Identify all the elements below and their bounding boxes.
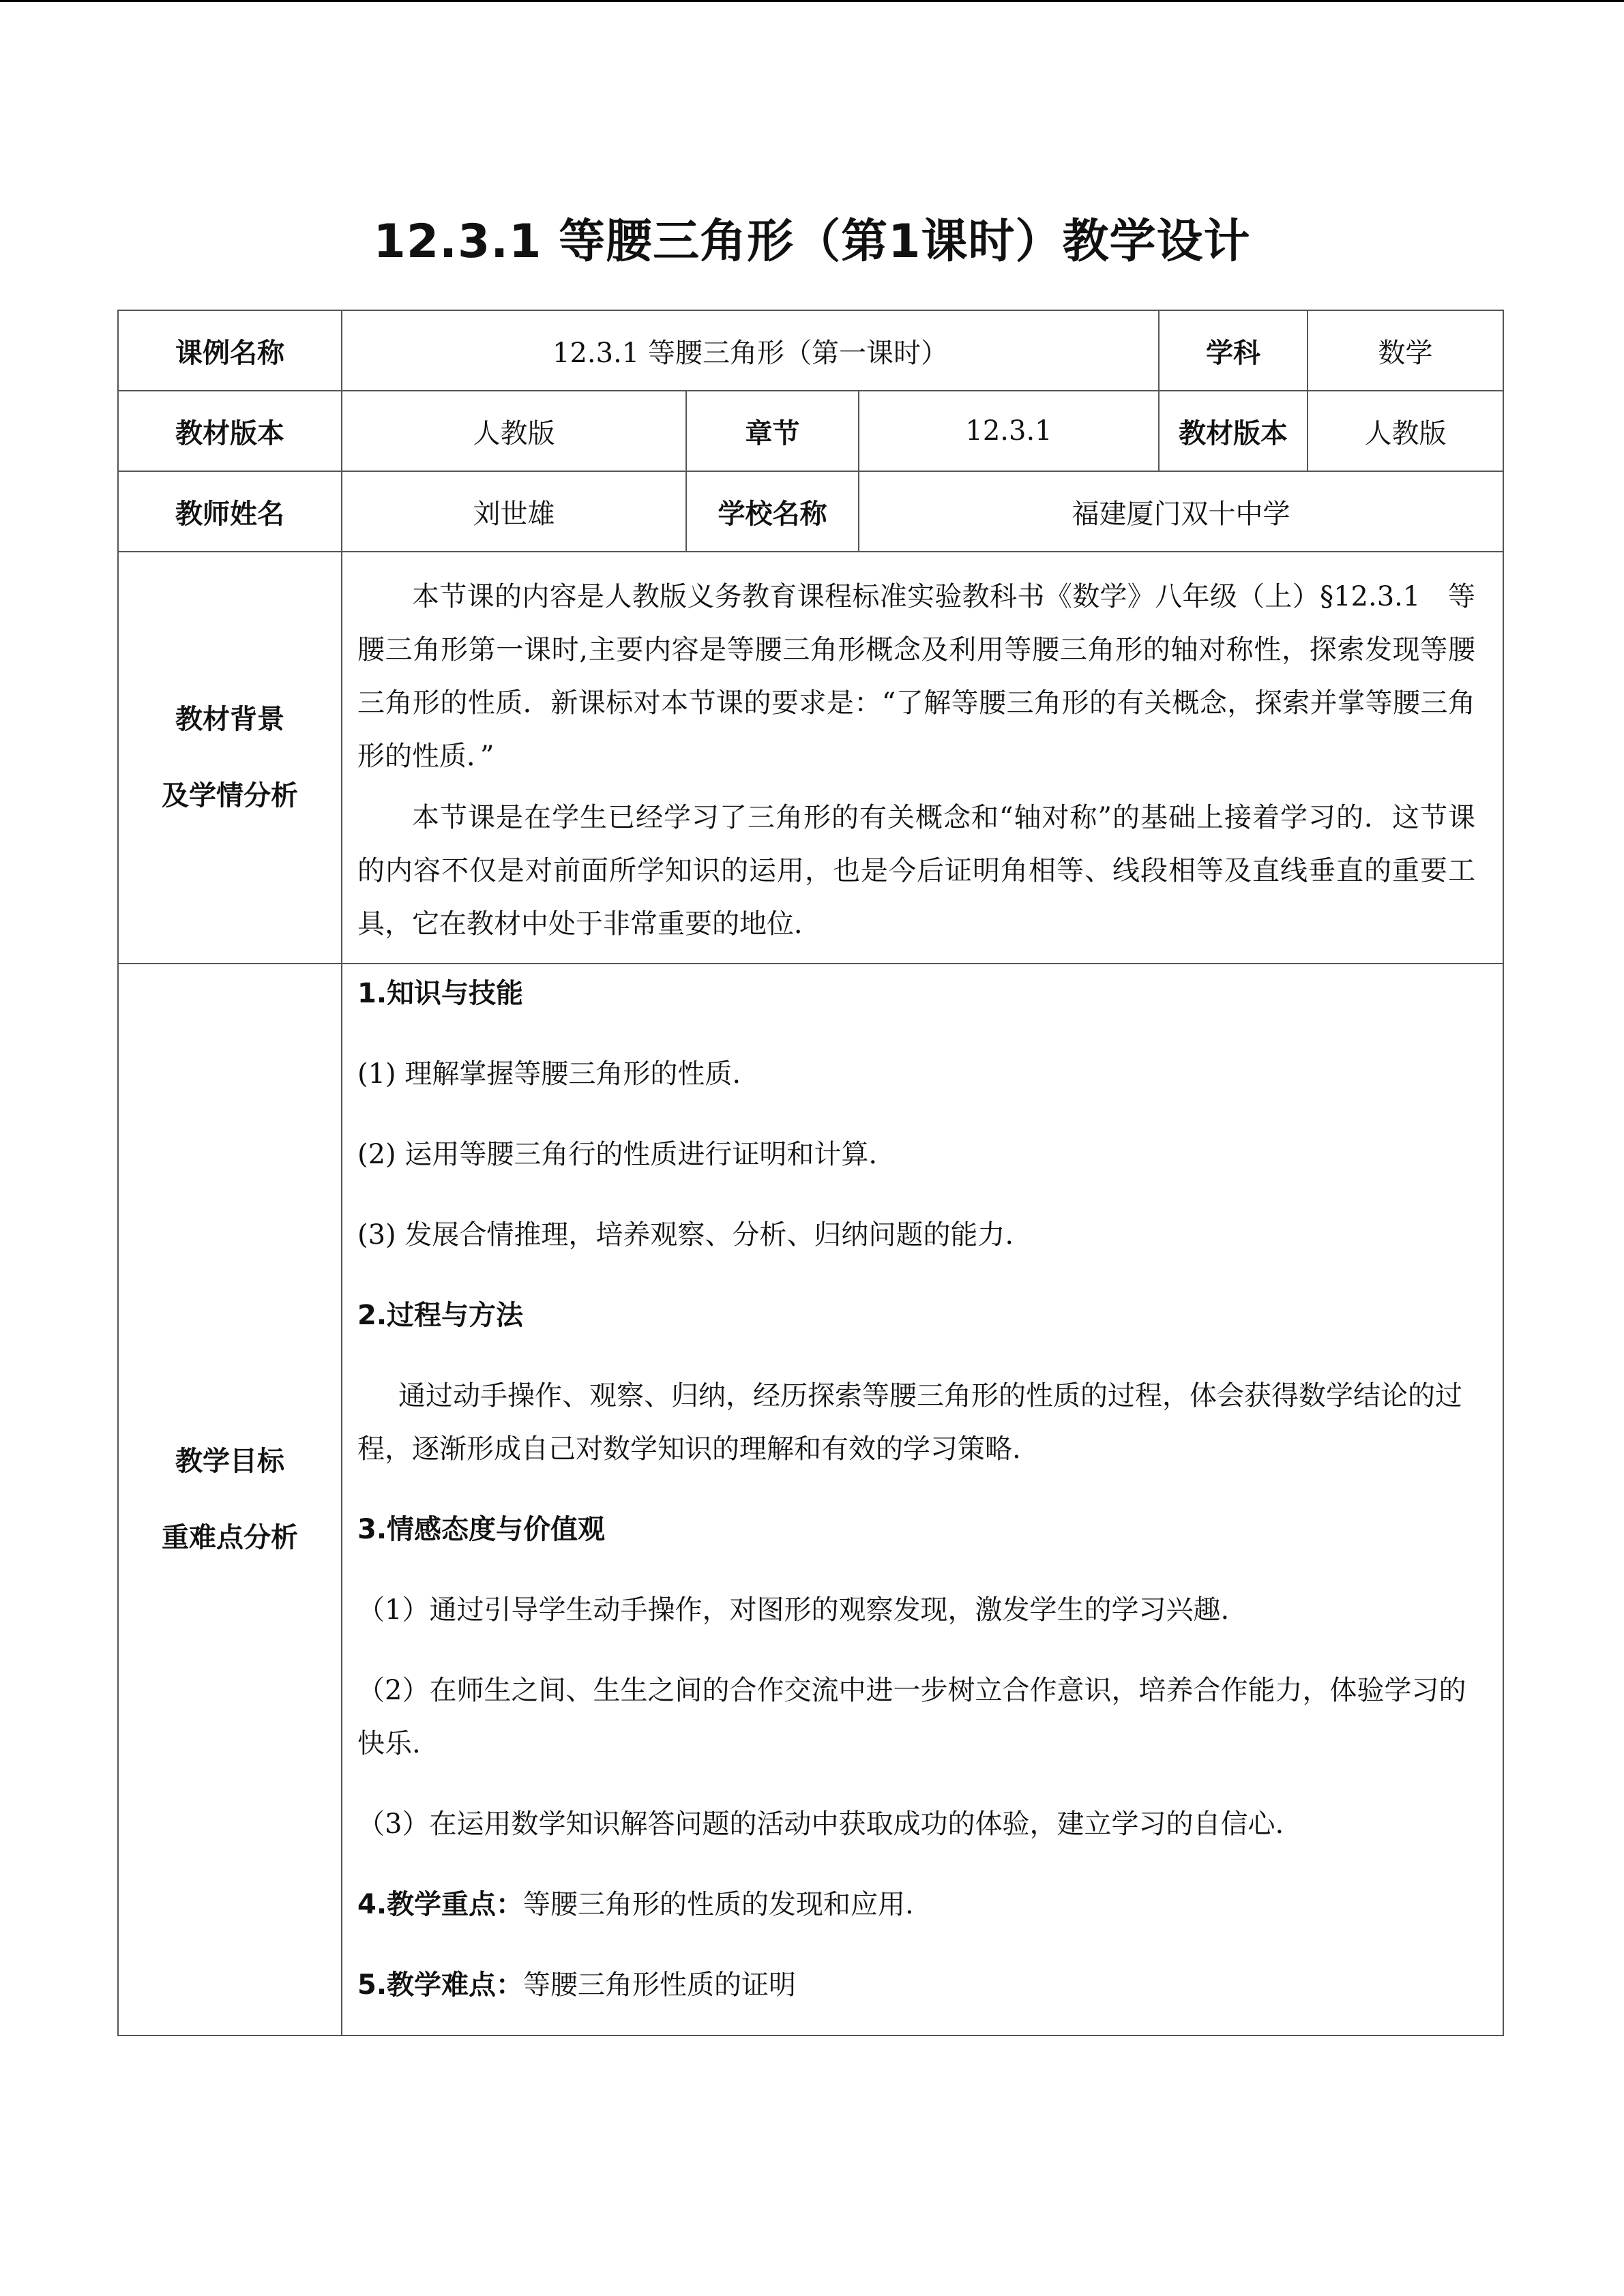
page-title: 12.3.1 等腰三角形（第1课时）教学设计 — [373, 215, 1251, 269]
goals-label-line2: 重难点分析 — [162, 1522, 298, 1553]
edition-value-2: 人教版 — [1308, 391, 1503, 471]
table-row — [118, 552, 1503, 964]
teaching-focus — [357, 1878, 1488, 1931]
edition-value: 人教版 — [342, 391, 686, 471]
chapter-label: 章节 — [686, 391, 859, 471]
goal-heading-process: 2.过程与方法 — [357, 1300, 524, 1331]
teaching-difficulty-label: 5.教学难点： — [357, 1969, 524, 2001]
goal-heading-attitude: 3.情感态度与价值观 — [357, 1514, 606, 1545]
goal-item: (3) 发展合情推理，培养观察、分析、归纳问题的能力. — [357, 1219, 1014, 1251]
background-paragraph-1: 本节课的内容是人教版义务教育课程标准实验教科书《数学》八年级（上）§12.3.1 等腰三角形第一课时,主要内容是等腰三角形概念及利用等腰三角形的轴对称性，探索发现等腰三角形的性质．新课标对本节课的要求是：“了解等腰三角形的有关概念，探索并掌等腰三角形的性质．” — [357, 581, 1475, 772]
table-row — [118, 471, 1503, 552]
table-row — [118, 310, 1503, 391]
background-content — [342, 552, 1503, 964]
goals-content — [342, 964, 1503, 2036]
subject-value: 数学 — [1308, 310, 1503, 391]
subject-label: 学科 — [1159, 310, 1308, 391]
course-name-label: 课例名称 — [118, 310, 342, 391]
teaching-focus-value: 等腰三角形的性质的发现和应用. — [523, 1889, 914, 1920]
table-row — [118, 964, 1503, 2036]
edition-label-2: 教材版本 — [1159, 391, 1308, 471]
lesson-info-table — [117, 310, 1504, 2036]
chapter-value: 12.3.1 — [859, 391, 1159, 471]
background-label — [118, 552, 342, 964]
background-label-line2: 及学情分析 — [162, 780, 298, 811]
background-label-line1: 教材背景 — [175, 704, 284, 735]
goals-label — [118, 964, 342, 2036]
school-value: 福建厦门双十中学 — [859, 471, 1503, 552]
goal-item: （1）通过引导学生动手操作，对图形的观察发现，激发学生的学习兴趣. — [357, 1594, 1230, 1626]
table-row — [118, 391, 1503, 471]
goal-item: （3）在运用数学知识解答问题的活动中获取成功的体验，建立学习的自信心. — [357, 1808, 1284, 1840]
goal-item: （2）在师生之间、生生之间的合作交流中进一步树立合作意识，培养合作能力，体验学习的快乐. — [357, 1675, 1466, 1759]
top-border-line — [0, 0, 1624, 2]
goal-item: 通过动手操作、观察、归纳，经历探索等腰三角形的性质的过程，体会获得数学结论的过程，逐渐形成自己对数学知识的理解和有效的学习策略. — [357, 1380, 1462, 1465]
school-label: 学校名称 — [686, 471, 859, 552]
goal-heading-knowledge: 1.知识与技能 — [357, 978, 524, 1009]
teacher-value: 刘世雄 — [342, 471, 686, 552]
teaching-focus-label: 4.教学重点： — [357, 1889, 524, 1920]
teaching-difficulty-value: 等腰三角形性质的证明 — [523, 1969, 797, 2001]
teacher-label: 教师姓名 — [118, 471, 342, 552]
course-name-value: 12.3.1 等腰三角形（第一课时） — [342, 310, 1159, 391]
edition-label: 教材版本 — [118, 391, 342, 471]
goals-label-line1: 教学目标 — [175, 1446, 284, 1477]
background-paragraph-2: 本节课是在学生已经学习了三角形的有关概念和“轴对称”的基础上接着学习的．这节课的内容不仅是对前面所学知识的运用，也是今后证明角相等、线段相等及直线垂直的重要工具，它在教材中处于非常重要的地位． — [357, 802, 1475, 940]
teaching-difficulty — [357, 1958, 1488, 2012]
goal-item: (1) 理解掌握等腰三角形的性质. — [357, 1058, 741, 1090]
goal-item: (2) 运用等腰三角行的性质进行证明和计算. — [357, 1139, 878, 1170]
